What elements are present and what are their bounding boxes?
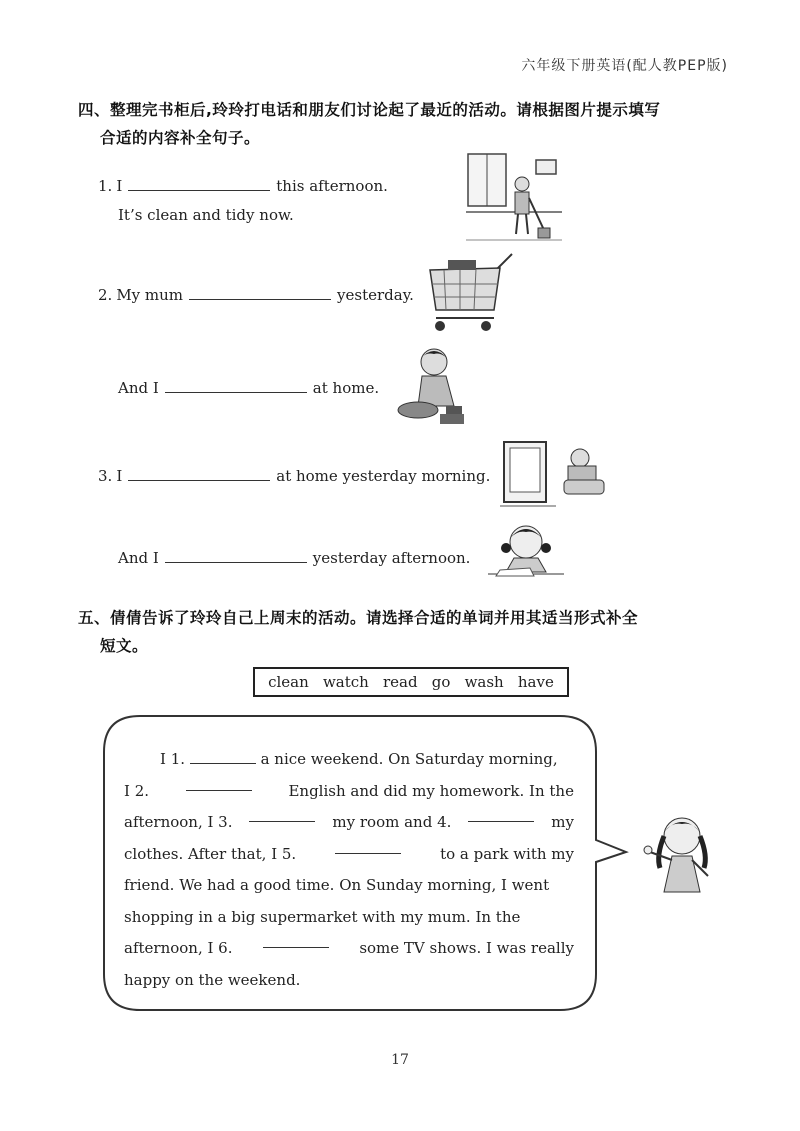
section-5-title-line2: 短文。: [100, 637, 149, 655]
passage-text: English and did my homework. In the: [288, 781, 574, 800]
word-bank-item: go: [431, 673, 451, 691]
word-bank-item: have: [517, 673, 554, 691]
question-text: yesterday.: [337, 286, 414, 304]
passage-text: a nice weekend. On Saturday morning,: [260, 750, 558, 768]
passage-text: I 2.: [124, 781, 150, 800]
passage-line: [124, 807, 574, 839]
word-bank-item: watch: [322, 673, 369, 691]
answer-blank[interactable]: [189, 285, 331, 300]
passage-blank-6[interactable]: [263, 933, 329, 948]
question-3b: [118, 548, 470, 567]
question-text: And I: [118, 379, 159, 397]
section-4-title: [78, 96, 738, 152]
section-5-title: [78, 604, 738, 660]
question-text: I: [116, 467, 123, 485]
question-2a: [98, 285, 414, 304]
shopping-cart-illustration: [424, 252, 520, 334]
passage-blank-4[interactable]: [468, 807, 534, 822]
question-1-line2: It’s clean and tidy now.: [118, 206, 294, 224]
question-text: My mum: [116, 286, 184, 304]
answer-blank[interactable]: [165, 378, 307, 393]
passage-blank-1[interactable]: [190, 749, 256, 764]
passage-line: [124, 776, 574, 808]
passage-text: my: [551, 813, 574, 831]
passage: [124, 744, 574, 996]
passage-text: to a park with my: [440, 844, 574, 863]
passage-line: shopping in a big supermarket with my mum. In the: [124, 907, 521, 926]
word-bank-item: read: [382, 673, 418, 691]
girl-writing-illustration: [484, 518, 568, 580]
question-text: yesterday afternoon.: [312, 549, 471, 567]
answer-blank[interactable]: [128, 466, 270, 481]
cleaning-room-illustration: [466, 152, 562, 244]
question-text: at home.: [312, 379, 380, 397]
question-text: this afternoon.: [276, 177, 388, 195]
passage-line: [124, 744, 574, 776]
passage-blank-3[interactable]: [249, 807, 315, 822]
question-number: 3.: [98, 467, 113, 485]
section-4-title-line2: 合适的内容补全句子。: [100, 129, 261, 147]
page-header: 六年级下册英语(配人教PEP版): [521, 58, 728, 74]
passage-line: [124, 933, 574, 965]
girl-speaking-illustration: [638, 806, 722, 894]
word-bank: [253, 667, 569, 697]
question-text: And I: [118, 549, 159, 567]
passage-line: friend. We had a good time. On Sunday morning, I went: [124, 876, 550, 894]
passage-blank-2[interactable]: [186, 776, 252, 791]
question-text: I: [116, 177, 123, 195]
passage-text: my room and 4.: [332, 813, 452, 831]
section-5-title-line1: 五、倩倩告诉了玲玲自己上周末的活动。请选择合适的单词并用其适当形式补全: [78, 609, 639, 627]
answer-blank[interactable]: [165, 548, 307, 563]
section-4-title-line1: 四、整理完书柜后,玲玲打电话和朋友们讨论起了最近的活动。请根据图片提示填写: [78, 101, 661, 119]
answer-blank[interactable]: [128, 176, 270, 191]
passage-text: afternoon, I 6.: [124, 939, 233, 957]
question-number: 2.: [98, 286, 113, 304]
passage-text: clothes. After that, I 5.: [124, 844, 297, 863]
passage-line: [124, 839, 574, 871]
passage-blank-5[interactable]: [335, 839, 401, 854]
watching-tv-illustration: [500, 440, 612, 510]
question-number: 1.: [98, 177, 113, 195]
passage-line: happy on the weekend.: [124, 970, 301, 989]
page-number: 17: [391, 1052, 409, 1068]
question-text: at home yesterday morning.: [276, 467, 491, 485]
passage-text: afternoon, I 3.: [124, 813, 233, 831]
question-3a: [98, 466, 490, 485]
question-2b: [118, 378, 379, 397]
word-bank-item: clean: [268, 673, 309, 691]
passage-text: I 1.: [160, 750, 186, 768]
passage-text: some TV shows. I was really: [359, 939, 574, 957]
girl-washing-illustration: [396, 344, 470, 428]
question-1: [98, 176, 388, 195]
word-bank-item: wash: [464, 673, 504, 691]
